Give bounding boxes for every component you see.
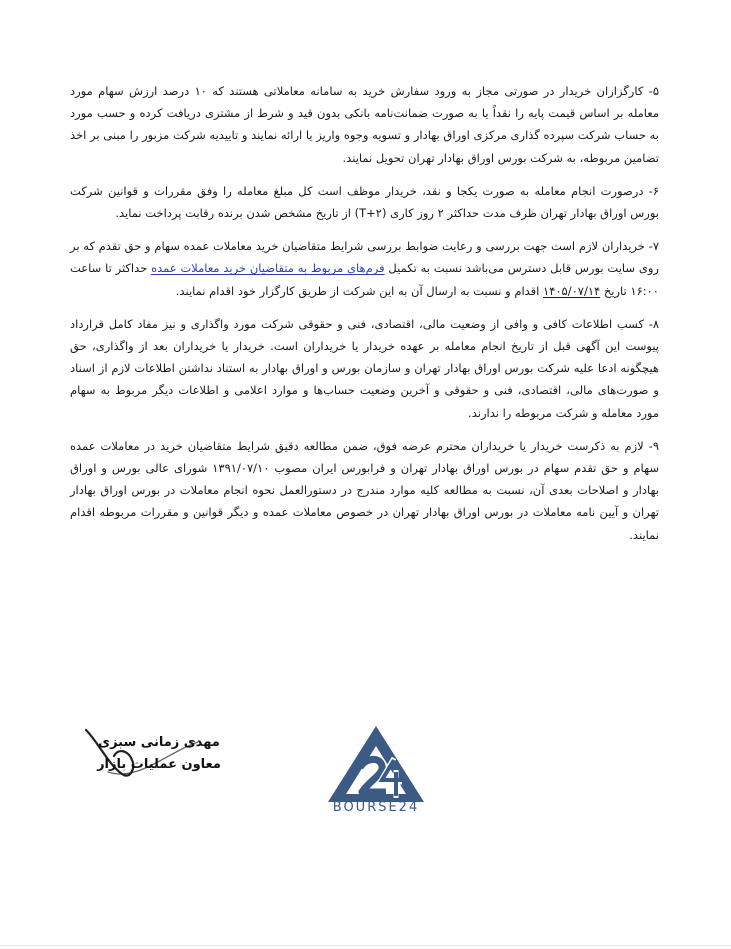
paragraph-9: ۹- لازم به ذکرست خریدار یا خریداران محترم عرضه فوق، ضمن مطالعه دقیق شرایط متقاضیان خرید در معاملات عمده سهام و حق تقدم سهام در بورس اوراق بهادار تهران و فرابورس ایران مصوب ۱۳۹۱/۰۷/۱۰ شورای عالی بورس و اوراق بهادار و اصلاحات بعدی آن، نسبت به مطالعه کلیه موارد مندرج در دستورالعمل نحوه انجام معاملات در بورس اوراق بهادار تهران و آیین نامه معاملات در بورس اوراق بهادار تهران در خصوص معاملات عمده و دیگر قوانین و مقررات مربوطه اقدام نمایند. <box>70 438 660 542</box>
logo-wordmark: BOURSE24 <box>332 800 420 815</box>
signature-block <box>94 732 224 776</box>
paragraph-8: ۸- کسب اطلاعات کافی و وافی از وضعیت مالی، اقتصادی، فنی و حقوقی شرکت مورد واگذاری و نیز مفاد کامل قرارداد پیوست این آگهی قبل از تاریخ انجام معامله بر عهده خریدار یا خریداران است. خریدار یا خریداران بعد از واگذاری، حق هیچگونه ادعا علیه شرکت بورس اوراق بهادار تهران و سازمان بورس و اوراق بهادار به استناد نداشتن اطلاعات لازم از اسناد و صورت‌های مالی، اقتصادی، فنی و حقوقی و آخرین وضعیت حساب‌ها و موارد اعلامی و اطلاعات دیگر مربوط به سهام مورد معامله و شرکت مربوطه را ندارند. <box>70 316 659 420</box>
forms-link[interactable]: فرم‌های مربوط به متقاضیان خرید معاملات عمده <box>151 261 385 276</box>
paragraph-6: ۶- درصورت انجام معامله به صورت یکجا و نقد، خریدار موظف است کل مبلغ معامله را وفق مقررات و قوانین شرکت بورس اوراق بهادار تهران ظرف مدت حداکثر ۲ روز کاری (T+۲) از تاریخ مشخص شدن برنده رقابت پرداخت نماید. <box>70 183 659 221</box>
paragraph-7-deadline: حداکثر تا ساعت ۱۶:۰۰ تاریخ <box>70 261 659 298</box>
signatory-name: مهدی زمانی سبزی <box>98 735 220 750</box>
document-body <box>70 80 659 557</box>
page-edge-divider <box>0 945 731 946</box>
paragraph-7-outro: اقدام و نسبت به ارسال آن به این شرکت از طریق کارگزار خود اقدام نمایند. <box>175 283 544 298</box>
paragraph-7-intro: ۷- خریداران لازم است جهت بررسی و رعایت ضوابط بررسی شرایط متقاضیان خرید معاملات عمده سهام و حق تقدم که بر روی سایت بورس قابل دسترس می‌باشد نسبت به تکمیل <box>70 239 659 276</box>
paragraph-7 <box>70 235 659 302</box>
signatory-title: معاون عملیات بازار <box>97 757 221 772</box>
paragraph-5: ۵- کارگزاران خریدار در صورتی مجاز به ورود سفارش خرید به سامانه معاملاتی هستند که ۱۰ درصد ارزش سهام مورد معامله بر اساس قیمت پایه را نقداً یا به صورت ضمانت‌نامه بانکی بدون قید و شرط از مشتری دریافت کرده و حسب مورد به حساب شرکت سپرده گذاری مرکزی اوراق بهادار و تسویه وجوه واریز یا ارائه نمایند و تاییدیه شرکت مزبور را مبنی بر اخذ تضامین مربوطه، به شرکت بورس اوراق بهادار تهران تحویل نمایند. <box>70 84 659 165</box>
deadline-date: ۱۴۰۵/۰۷/۱۴ <box>543 283 601 298</box>
